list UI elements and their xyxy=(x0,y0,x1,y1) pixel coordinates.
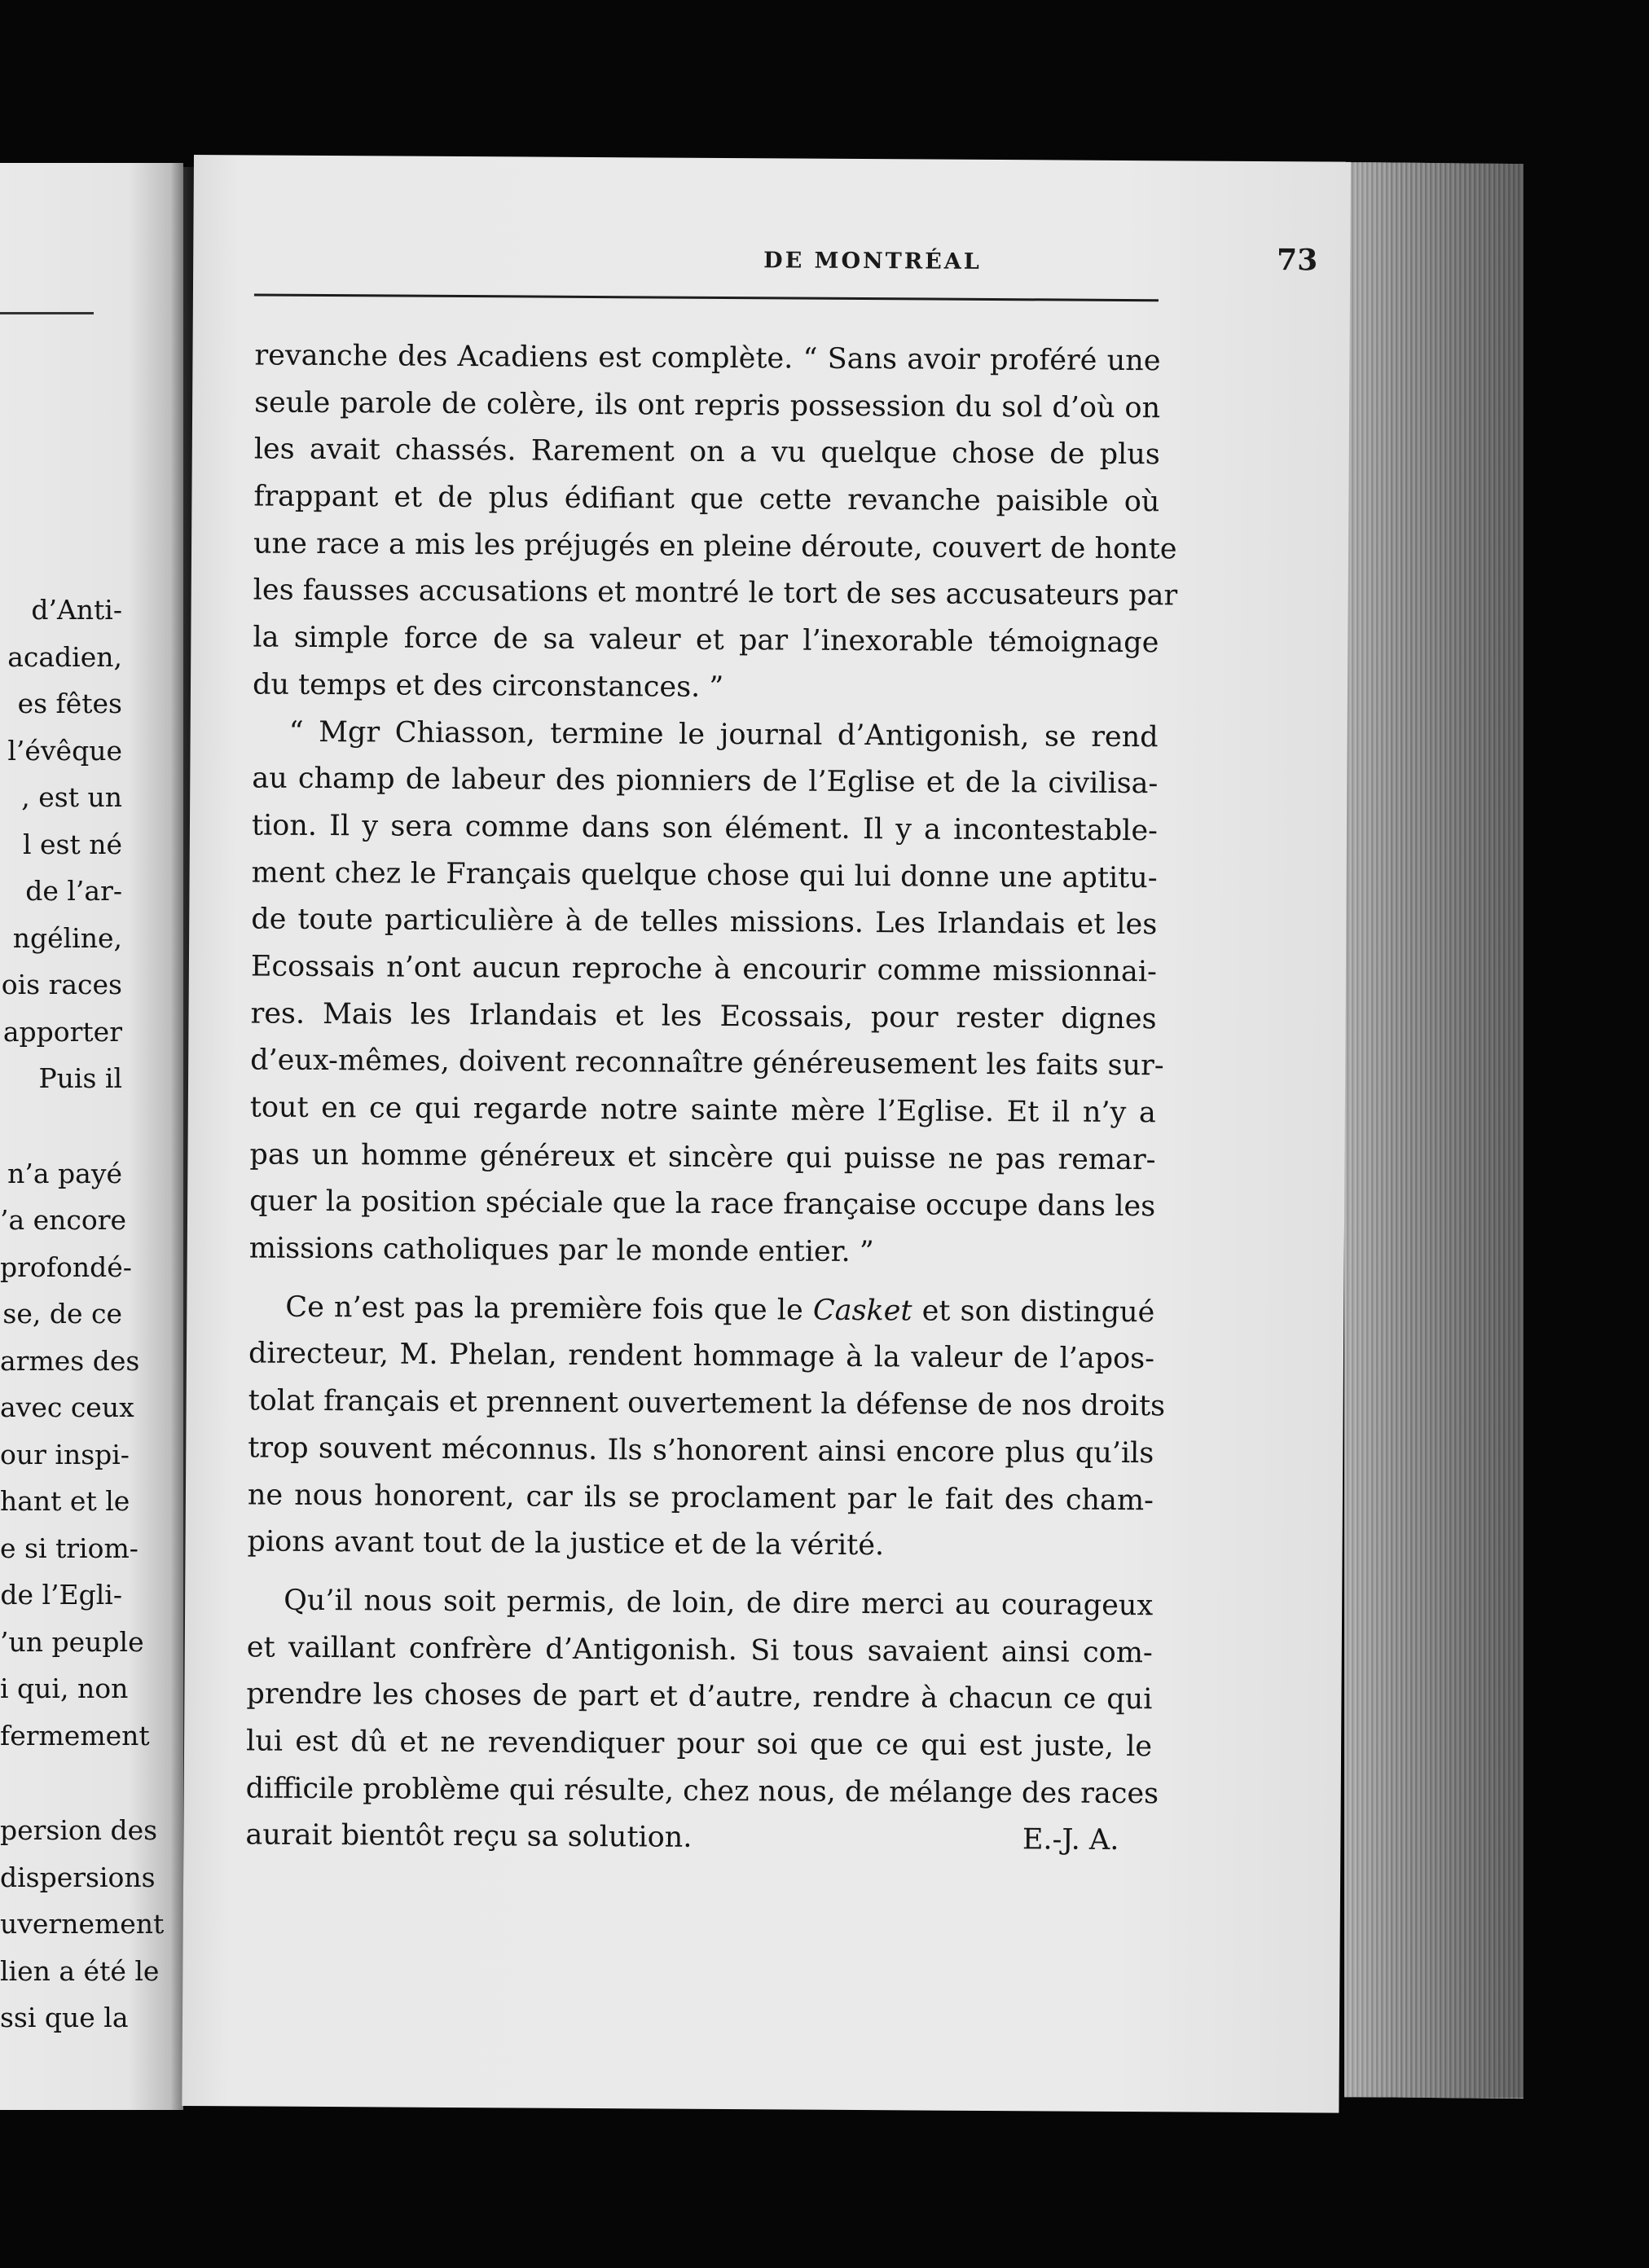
text-line xyxy=(245,1813,1151,1865)
left-page-line: d’Anti- xyxy=(31,594,122,626)
text-line: tion. Il y sera comme dans son élément. Il y a incontestable- xyxy=(251,809,1159,848)
left-page-line xyxy=(0,1102,122,1150)
text-line xyxy=(248,1284,1154,1336)
text-line: revanche des Acadiens est complète. “ Sans avoir proféré une xyxy=(254,339,1161,378)
left-page-line: dispersions xyxy=(0,1861,156,1893)
running-head-title: DE MONTRÉAL xyxy=(763,248,982,275)
book-fore-edge-shading xyxy=(1344,163,1524,2098)
text-line: seule parole de colère, ils ont repris possession du sol d’où on xyxy=(254,386,1161,424)
left-page-line: Puis il xyxy=(38,1062,122,1094)
left-page-line: se, de ce xyxy=(2,1298,122,1330)
left-page-line: hant et le xyxy=(0,1485,130,1517)
text-line: prendre les choses de part et d’autre, rendre à chacun ce qui xyxy=(246,1677,1153,1716)
left-page-line: armes des xyxy=(0,1344,140,1377)
left-page-line: persion des xyxy=(0,1814,158,1846)
text-line: ne nous honorent, car ils se proclament par le fait des cham- xyxy=(247,1478,1154,1517)
left-page-line: apporter xyxy=(2,1015,122,1048)
body-text xyxy=(245,332,1178,1865)
paragraph-4 xyxy=(245,1577,1159,1865)
text-run: et son distingué xyxy=(912,1294,1155,1329)
text-line: “ Mgr Chiasson, termine le journal d’Antigonish, se rend xyxy=(288,715,1159,754)
text-line: quer la position spéciale que la race française occupe dans les xyxy=(249,1185,1156,1224)
text-line: les avait chassés. Rarement on a vu quelque chose de plus xyxy=(253,433,1160,472)
left-page-line: ’un peuple xyxy=(0,1625,144,1658)
left-page-line: uvernement xyxy=(0,1908,165,1940)
left-page-line: acadien, xyxy=(7,640,122,673)
left-page-line: e si triom- xyxy=(0,1532,139,1564)
text-line: Qu’il nous soit permis, de loin, de dire merci au courageux xyxy=(284,1584,1154,1623)
newspaper-title: Casket xyxy=(812,1294,912,1328)
left-page-line: profondé- xyxy=(0,1250,132,1283)
left-page-line: ngéline, xyxy=(12,921,122,954)
text-line: du temps et des circonstances. ” xyxy=(252,668,724,704)
left-page-text xyxy=(0,587,165,2042)
left-page-line: i qui, non xyxy=(0,1672,129,1704)
text-line: Ecossais n’ont aucun reproche à encourir comme missionnai- xyxy=(250,950,1158,989)
header-rule xyxy=(254,293,1159,301)
text-line: pas un homme généreux et sincère qui puisse ne pas remar- xyxy=(249,1138,1156,1176)
text-line: missions catholiques par le monde entier. ” xyxy=(248,1232,874,1269)
left-page-line: ois races xyxy=(1,969,122,1000)
text-line: les fausses accusations et montré le tort de ses accusateurs par xyxy=(253,574,1178,613)
left-page-line: l est né xyxy=(22,828,122,860)
left-page-line: our inspi- xyxy=(0,1438,130,1470)
left-page-line: ssi que la xyxy=(0,2002,129,2033)
author-signature: E.-J. A. xyxy=(1022,1823,1119,1857)
text-line: tout en ce qui regarde notre sainte mère l’Eglise. Et il n’y a xyxy=(249,1091,1156,1130)
text-line: pions avant tout de la justice et de la vérité. xyxy=(247,1525,885,1563)
running-head xyxy=(250,236,1354,292)
text-line: au champ de labeur des pionniers de l’Eglise et de la civilisa- xyxy=(252,762,1159,801)
left-page-line: l’évêque xyxy=(7,734,122,767)
text-line: et vaillant confrère d’Antigonish. Si tous savaient ainsi com- xyxy=(246,1630,1153,1669)
paragraph-2 xyxy=(248,709,1164,1278)
left-page-line xyxy=(0,1759,122,1807)
text-line: frappant et de plus édifiant que cette revanche paisible où xyxy=(253,480,1160,519)
text-line: trop souvent méconnus. Ils s’honorent ainsi encore plus qu’ils xyxy=(248,1431,1154,1470)
left-page-line: avec ceux xyxy=(0,1391,134,1423)
text-line: difficile problème qui résulte, chez nous, de mélange des races xyxy=(245,1772,1159,1810)
text-line: tolat français et prennent ouvertement la défense de nos droits xyxy=(248,1384,1166,1423)
text-line: ment chez le Français quelque chose qui lui donne une aptitu- xyxy=(251,856,1158,894)
left-page-rule xyxy=(0,312,94,314)
left-page-line: de l’ar- xyxy=(25,875,122,907)
left-page-line: fermement xyxy=(0,1719,150,1752)
left-page-line: n’a payé xyxy=(7,1157,122,1189)
text-line: directeur, M. Phelan, rendent hommage à la valeur de l’apos- xyxy=(248,1337,1155,1376)
left-page-line: lien a été le xyxy=(0,1954,160,1987)
text-line: lui est dû et ne revendiquer pour soi que ce qui est juste, le xyxy=(245,1725,1153,1764)
paragraph-1 xyxy=(252,332,1178,714)
left-page-line: ’a encore xyxy=(0,1204,127,1236)
text-line: res. Mais les Irlandais et les Ecossais, pour rester dignes xyxy=(250,997,1157,1035)
left-page-line: , est un xyxy=(21,781,122,813)
text-line: d’eux-mêmes, doivent reconnaître généreusement les faits sur- xyxy=(250,1044,1164,1083)
text-line: de toute particulière à de telles missions. Les Irlandais et les xyxy=(251,903,1158,942)
text-line: la simple force de sa valeur et par l’inexorable témoignage xyxy=(253,621,1159,660)
text-line: une race a mis les préjugés en pleine déroute, couvert de honte xyxy=(253,527,1177,566)
paragraph-3 xyxy=(247,1284,1166,1571)
page-number: 73 xyxy=(1276,243,1318,278)
text-run: Ce n’est pas la première fois que le xyxy=(285,1290,814,1327)
left-page-line: es fêtes xyxy=(17,688,122,719)
right-page xyxy=(182,155,1351,2113)
text-run: aurait bientôt reçu sa solution. xyxy=(245,1818,693,1855)
left-page xyxy=(0,163,183,2110)
left-page-line: de l’Egli- xyxy=(0,1579,122,1611)
